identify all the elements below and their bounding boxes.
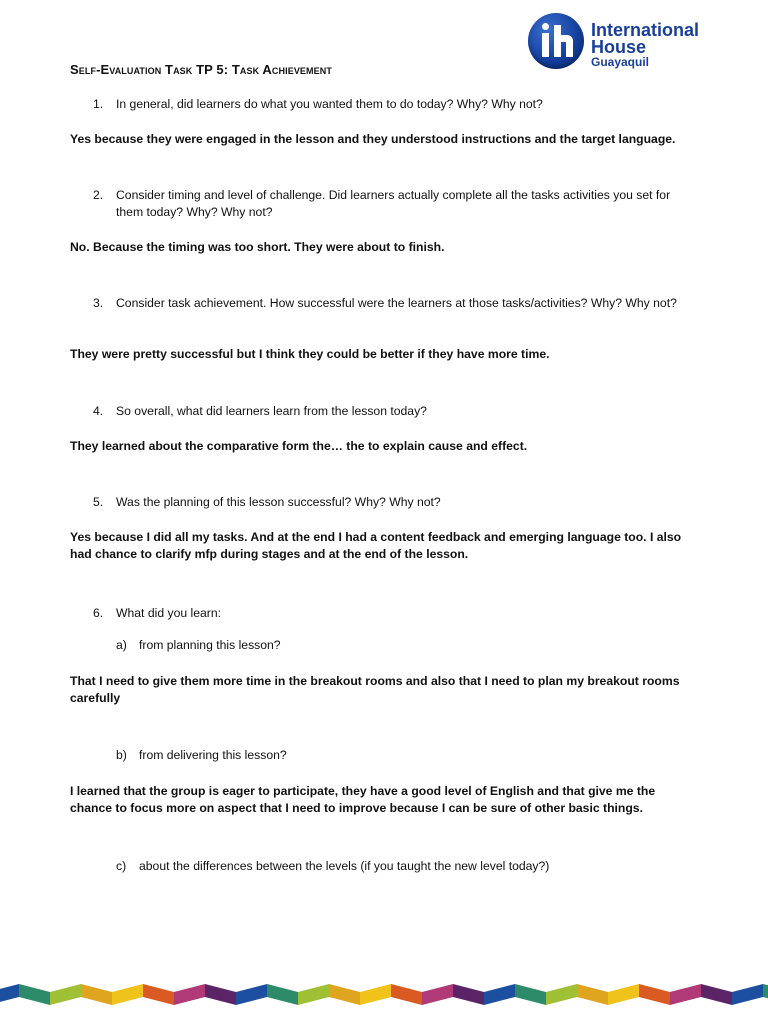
answer-4: They learned about the comparative form the… the to explain cause and effect. xyxy=(70,439,528,453)
subquestion-letter: c) xyxy=(116,859,127,873)
question-number: 6. xyxy=(93,606,104,620)
zigzag-segment xyxy=(670,984,701,1005)
zigzag-segment xyxy=(422,984,453,1005)
zigzag-segment xyxy=(50,984,81,1005)
zigzag-segment xyxy=(81,984,112,1005)
question-text: In general, did learners do what you wanted them to do today? Why? Why not? xyxy=(116,97,543,111)
zigzag-segment xyxy=(391,984,422,1005)
answer-2: No. Because the timing was too short. They were about to finish. xyxy=(70,240,445,254)
zigzag-segment xyxy=(329,984,360,1005)
answer-3: They were pretty successful but I think they could be better if they have more time. xyxy=(70,347,550,361)
zigzag-segment xyxy=(701,984,732,1005)
logo-line-2: House xyxy=(591,37,647,57)
answer-6a: That I need to give them more time in the breakout rooms and also that I need to plan my breakout rooms carefully xyxy=(70,674,680,705)
zigzag-segment xyxy=(360,984,391,1005)
question-3 xyxy=(70,295,700,312)
question-5 xyxy=(70,494,441,511)
question-number: 5. xyxy=(93,495,104,509)
question-text: Consider task achievement. How successful were the learners at those tasks/activities? Why? Why not? xyxy=(116,296,677,310)
zigzag-segment xyxy=(19,984,50,1005)
zigzag-segment xyxy=(236,984,267,1005)
zigzag-segment xyxy=(515,984,546,1005)
question-4 xyxy=(70,403,427,420)
answer-1: Yes because they were engaged in the lesson and they understood instructions and the target language. xyxy=(70,132,676,146)
subquestion-b xyxy=(70,747,287,764)
zigzag-segment xyxy=(174,984,205,1005)
subquestion-text: about the differences between the levels (if you taught the new level today?) xyxy=(139,859,550,873)
zigzag-segment xyxy=(639,984,670,1005)
zigzag-segment xyxy=(484,984,515,1005)
question-text: Consider timing and level of challenge. Did learners actually complete all the tasks activities you set for them today? Why? Why not? xyxy=(116,188,671,219)
decorative-zigzag-border xyxy=(0,978,768,1012)
question-text: So overall, what did learners learn from the lesson today? xyxy=(116,404,427,418)
subquestion-text: from delivering this lesson? xyxy=(139,748,287,762)
document-title: Self-Evaluation Task TP 5: Task Achievement xyxy=(70,62,332,77)
logo-text xyxy=(591,22,699,68)
question-number: 2. xyxy=(93,188,104,202)
subquestion-a xyxy=(70,637,281,654)
subquestion-c xyxy=(70,858,549,875)
subquestion-letter: b) xyxy=(116,748,127,762)
international-house-logo xyxy=(528,13,708,69)
ih-logo-icon xyxy=(528,13,584,69)
answer-5: Yes because I did all my tasks. And at the end I had a content feedback and emerging language too. I also had chance to clarify mfp during stages and at the end of the lesson. xyxy=(70,530,682,561)
question-1 xyxy=(70,96,543,113)
logo-line-1: International xyxy=(591,20,700,40)
zigzag-segment xyxy=(143,984,174,1005)
question-6 xyxy=(70,605,221,622)
zigzag-segment xyxy=(546,984,577,1005)
logo-line-3: Guayaquil xyxy=(591,55,650,69)
question-number: 1. xyxy=(93,97,104,111)
zigzag-segment xyxy=(732,984,763,1005)
question-text: What did you learn: xyxy=(116,606,222,620)
zigzag-segment xyxy=(577,984,608,1005)
question-number: 4. xyxy=(93,404,104,418)
zigzag-segment xyxy=(453,984,484,1005)
subquestion-text: from planning this lesson? xyxy=(139,638,281,652)
zigzag-segment xyxy=(298,984,329,1005)
subquestion-letter: a) xyxy=(116,638,127,652)
zigzag-segment xyxy=(763,984,768,1005)
answer-6b: I learned that the group is eager to participate, they have a good level of English and that give me the chance to focus more on aspect that I need to improve because I can be sure of other basic things. xyxy=(70,784,656,815)
zigzag-segment xyxy=(112,984,143,1005)
zigzag-segment xyxy=(267,984,298,1005)
question-number: 3. xyxy=(93,296,104,310)
zigzag-segment xyxy=(608,984,639,1005)
question-text: Was the planning of this lesson successful? Why? Why not? xyxy=(116,495,441,509)
question-2 xyxy=(70,187,700,221)
zigzag-segment xyxy=(205,984,236,1005)
zigzag-segment xyxy=(0,984,19,1005)
